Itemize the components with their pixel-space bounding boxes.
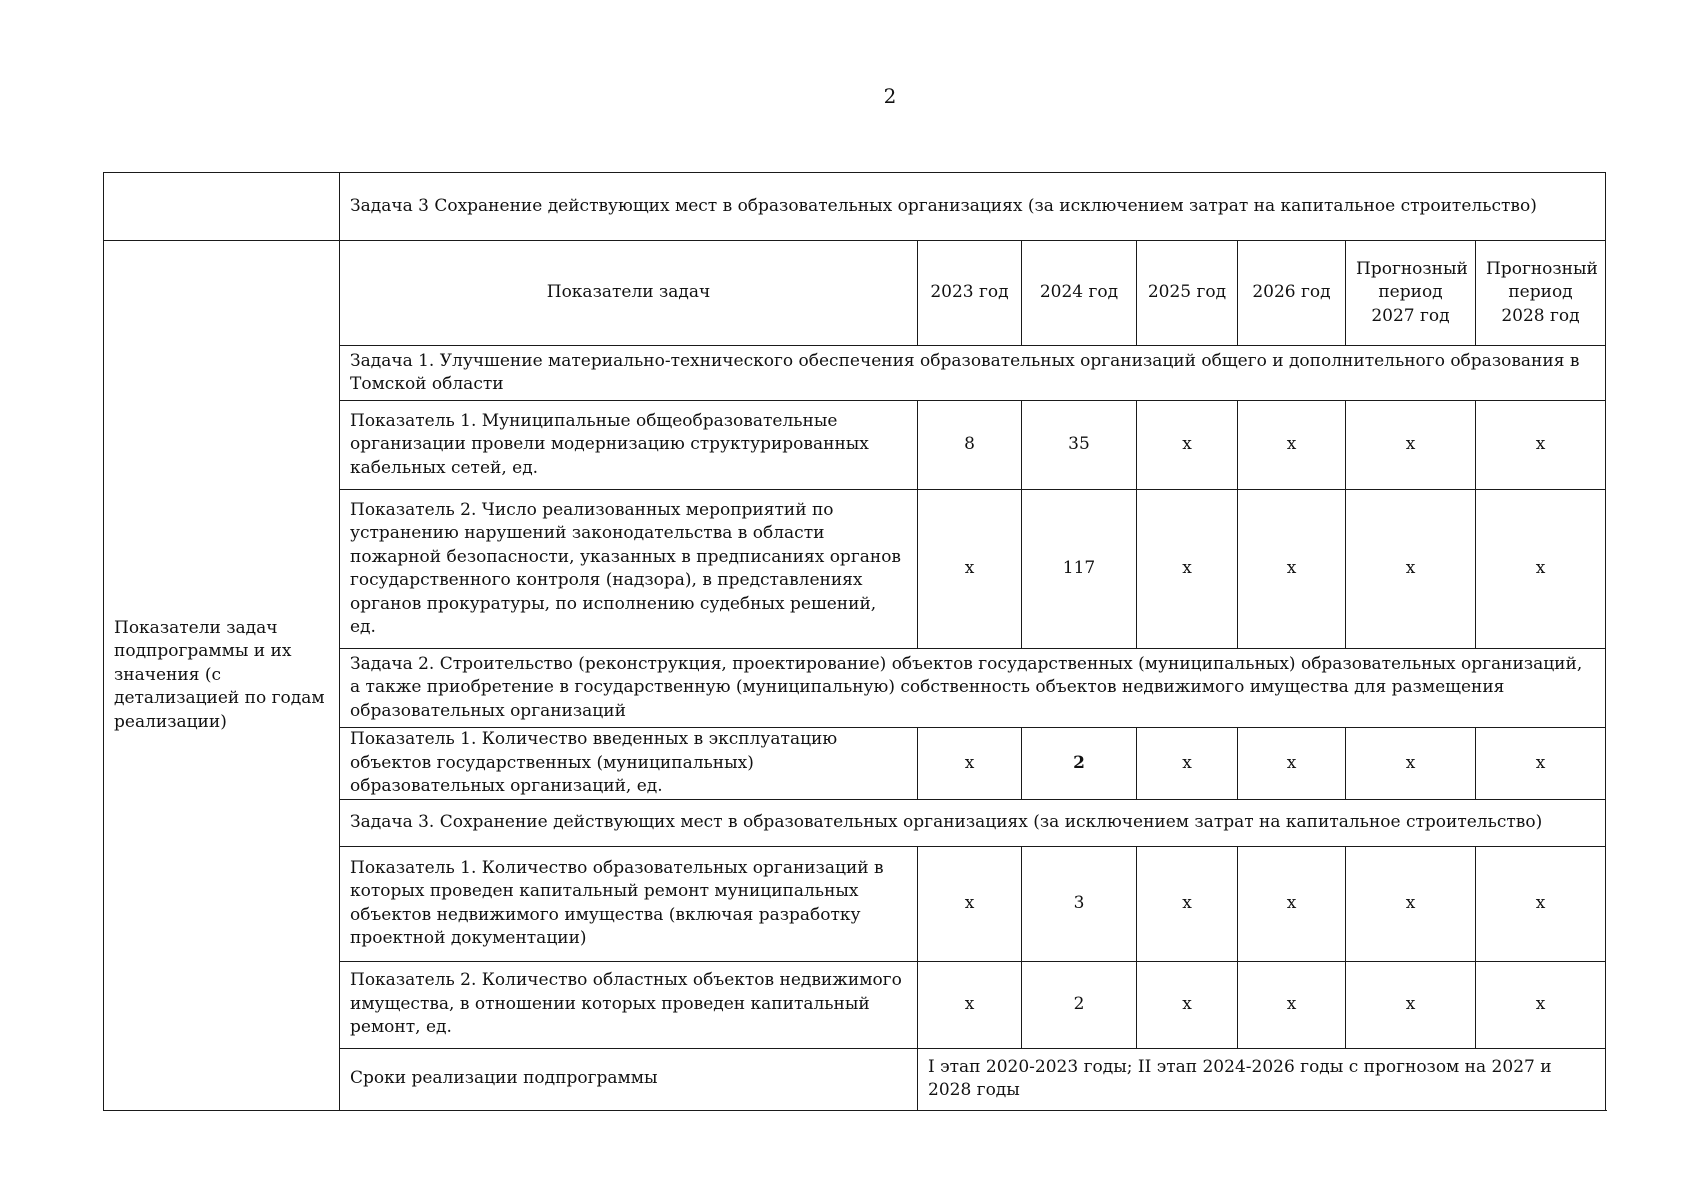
value-2027: x xyxy=(1346,728,1476,800)
task-1-title: Задача 1. Улучшение материально-технического обеспечения образовательных организаций общего и дополнительного образования в Томской области xyxy=(340,346,1606,401)
value-2024: 3 xyxy=(1022,846,1137,961)
value-2023: x xyxy=(918,490,1022,649)
value-2027: x xyxy=(1346,846,1476,961)
empty-label-cell xyxy=(104,173,340,241)
value-2025: x xyxy=(1137,490,1238,649)
indicator-label: Показатель 1. Количество образовательных организаций в которых проведен капитальный ремонт муниципальных объектов недвижимого имущества (включая разработку проектной документации) xyxy=(340,846,918,961)
header-year-2024: 2024 год xyxy=(1022,241,1137,346)
indicators-header-row xyxy=(104,241,1606,346)
header-year-2023: 2023 год xyxy=(918,241,1022,346)
value-2024: 2 xyxy=(1022,728,1137,800)
value-2023: x xyxy=(918,846,1022,961)
header-forecast-2028: Прогнозный период 2028 год xyxy=(1476,241,1606,346)
indicator-label: Показатель 2. Количество областных объектов недвижимого имущества, в отношении которых проведен капитальный ремонт, ед. xyxy=(340,961,918,1048)
value-2027: x xyxy=(1346,401,1476,490)
value-2024: 35 xyxy=(1022,401,1137,490)
value-2023: 8 xyxy=(918,401,1022,490)
task-2-title: Задача 2. Строительство (реконструкция, проектирование) объектов государственных (муниципальных) образовательных организаций, а также приобретение в государственную (муниципальную) собственность объектов недвижимого имущества для размещения образовательных организаций xyxy=(340,649,1606,728)
value-2028: x xyxy=(1476,401,1606,490)
value-2026: x xyxy=(1238,961,1346,1048)
value-2024: 117 xyxy=(1022,490,1137,649)
header-year-2025: 2025 год xyxy=(1137,241,1238,346)
indicator-label: Показатель 1. Количество введенных в эксплуатацию объектов государственных (муниципальных) образовательных организаций, ед. xyxy=(340,728,918,800)
value-2026: x xyxy=(1238,728,1346,800)
value-2026: x xyxy=(1238,846,1346,961)
top-task-row xyxy=(104,173,1606,241)
header-indicators: Показатели задач xyxy=(340,241,918,346)
terms-value: I этап 2020-2023 годы; II этап 2024-2026 годы с прогнозом на 2027 и 2028 годы xyxy=(918,1048,1606,1110)
top-task-title: Задача 3 Сохранение действующих мест в образовательных организациях (за исключением затрат на капитальное строительство) xyxy=(340,173,1606,241)
indicator-label: Показатель 1. Муниципальные общеобразовательные организации провели модернизацию структурированных кабельных сетей, ед. xyxy=(340,401,918,490)
task-3-title: Задача 3. Сохранение действующих мест в образовательных организациях (за исключением затрат на капитальное строительство) xyxy=(340,799,1606,846)
value-2026: x xyxy=(1238,490,1346,649)
value-2024: 2 xyxy=(1022,961,1137,1048)
terms-label: Сроки реализации подпрограммы xyxy=(340,1048,918,1110)
value-2028: x xyxy=(1476,846,1606,961)
value-2026: x xyxy=(1238,401,1346,490)
header-forecast-2027: Прогнозный период 2027 год xyxy=(1346,241,1476,346)
indicators-section-label: Показатели задач подпрограммы и их значения (с детализацией по годам реализации) xyxy=(104,241,340,1111)
value-2025: x xyxy=(1137,728,1238,800)
value-2023: x xyxy=(918,728,1022,800)
value-2023: x xyxy=(918,961,1022,1048)
value-2027: x xyxy=(1346,961,1476,1048)
value-2025: x xyxy=(1137,961,1238,1048)
value-2027: x xyxy=(1346,490,1476,649)
value-2028: x xyxy=(1476,961,1606,1048)
value-2028: x xyxy=(1476,728,1606,800)
header-year-2026: 2026 год xyxy=(1238,241,1346,346)
indicator-label: Показатель 2. Число реализованных мероприятий по устранению нарушений законодательства в области пожарной безопасности, указанных в предписаниях органов государственного контроля (надзора), в представлениях органов прокуратуры, по исполнению судебных решений, ед. xyxy=(340,490,918,649)
value-2025: x xyxy=(1137,846,1238,961)
page-number: 2 xyxy=(883,84,897,108)
value-2028: x xyxy=(1476,490,1606,649)
value-2025: x xyxy=(1137,401,1238,490)
subprogram-passport-table xyxy=(103,172,1606,1111)
